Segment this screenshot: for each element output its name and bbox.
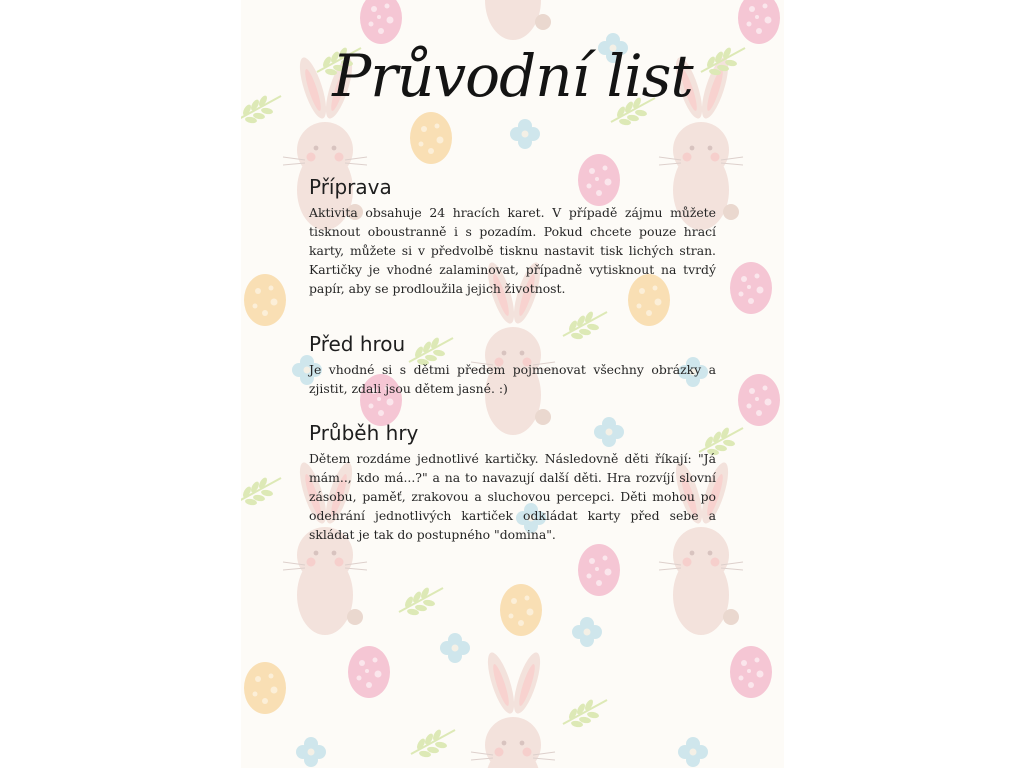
section-heading-pred-hrou: Před hrou	[309, 332, 406, 356]
section-body-prubeh-hry: Dětem rozdáme jednotlivé kartičky. Následovně děti říkají: "Já mám.., kdo má...?" a na to navazují další děti. Hra rozvíjí slovní zásobu, paměť, zrakovou a sluchovou percepci. Děti mohou po odehrání jednotlivých kartiček odkládat karty před sebe a skládat je tak do postupného "domina".	[309, 451, 716, 542]
section-body-pred-hrou: Je vhodné si s dětmi předem pojmenovat všechny obrázky a zjistit, zdali jsou dětem jasné. :)	[309, 362, 716, 396]
document-page	[241, 0, 784, 768]
section-heading-prubeh-hry: Průběh hry	[309, 421, 419, 445]
page-title: Průvodní list	[332, 42, 693, 110]
section-heading-priprava: Příprava	[309, 175, 392, 199]
section-body-priprava: Aktivita obsahuje 24 hracích karet. V případě zájmu můžete tisknout oboustranně i s pozadím. Pokud chcete pouze hrací karty, můžete si v předvolbě tisknu nastavit tisk lichých stran. Kartičky je vhodné zalaminovat, případně vytisknout na tvrdý papír, aby se prodloužila jejich životnost.	[309, 205, 716, 296]
document-content	[241, 0, 784, 768]
